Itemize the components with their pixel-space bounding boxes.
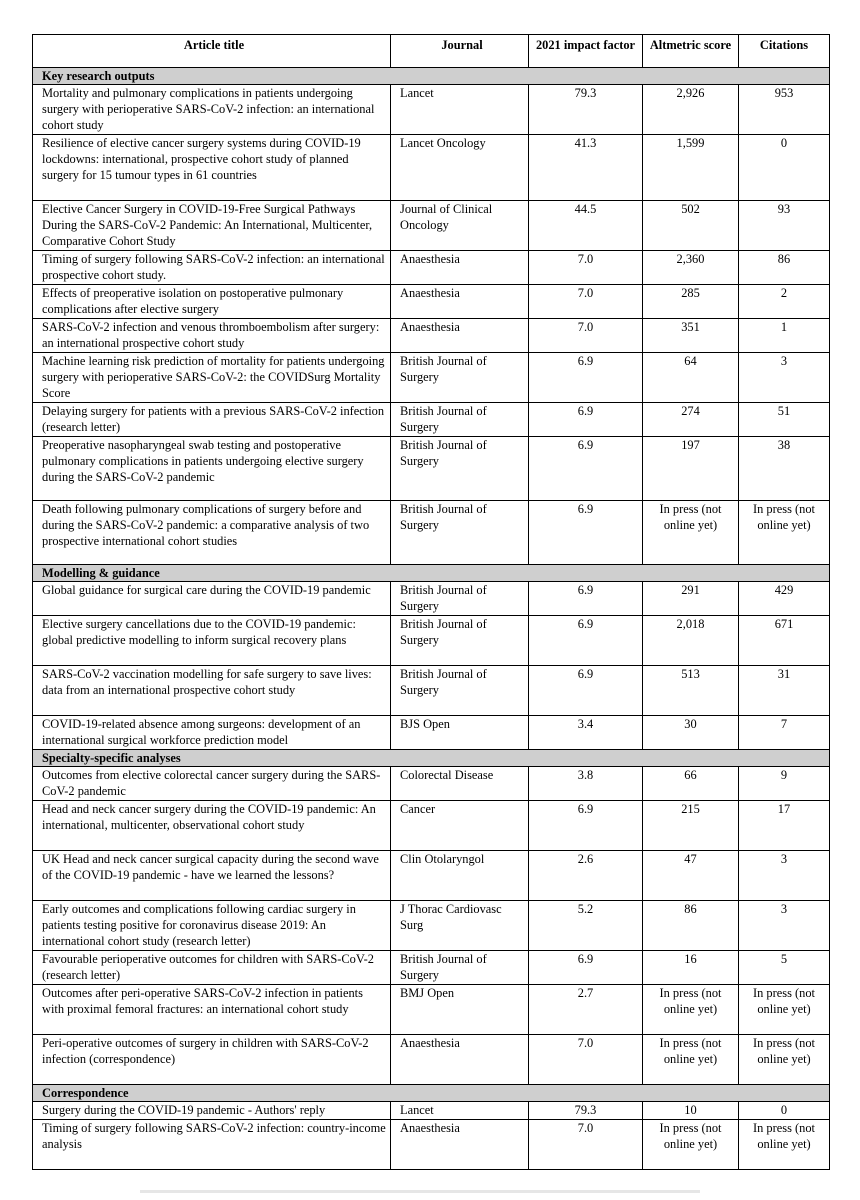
journal-cell: British Journal of Surgery bbox=[391, 501, 529, 565]
table-row bbox=[33, 1120, 830, 1170]
citations-cell: 429 bbox=[739, 582, 830, 616]
impact-factor-cell: 6.9 bbox=[529, 353, 643, 403]
table-row bbox=[33, 716, 830, 750]
table-row bbox=[33, 403, 830, 437]
table-row bbox=[33, 851, 830, 901]
article-title-cell: Elective surgery cancellations due to the COVID-19 pandemic: global predictive modelling to inform surgical recovery plans bbox=[33, 616, 391, 666]
impact-factor-cell: 6.9 bbox=[529, 801, 643, 851]
altmetric-cell: 285 bbox=[643, 285, 739, 319]
table-body bbox=[33, 68, 830, 1170]
article-title-cell: Outcomes after peri-operative SARS-CoV-2 infection in patients with proximal femoral fractures: an international cohort study bbox=[33, 985, 391, 1035]
article-title-cell: Preoperative nasopharyngeal swab testing and postoperative pulmonary complications in patients undergoing elective surgery during the SARS-CoV-2 pandemic bbox=[33, 437, 391, 501]
journal-cell: Anaesthesia bbox=[391, 285, 529, 319]
impact-factor-cell: 3.8 bbox=[529, 767, 643, 801]
header-altmetric: Altmetric score bbox=[643, 35, 739, 68]
journal-cell: Anaesthesia bbox=[391, 1035, 529, 1085]
impact-factor-cell: 6.9 bbox=[529, 501, 643, 565]
article-title-cell: Favourable perioperative outcomes for children with SARS-CoV-2 (research letter) bbox=[33, 951, 391, 985]
impact-factor-cell: 7.0 bbox=[529, 1035, 643, 1085]
table-row bbox=[33, 951, 830, 985]
table-row bbox=[33, 666, 830, 716]
journal-cell: J Thorac Cardiovasc Surg bbox=[391, 901, 529, 951]
impact-factor-cell: 6.9 bbox=[529, 951, 643, 985]
journal-cell: Colorectal Disease bbox=[391, 767, 529, 801]
citations-cell: 38 bbox=[739, 437, 830, 501]
article-title-cell: Early outcomes and complications following cardiac surgery in patients testing positive for coronavirus disease 2019: An international cohort study (research letter) bbox=[33, 901, 391, 951]
faint-footer-line bbox=[140, 1190, 700, 1193]
article-title-cell: Peri-operative outcomes of surgery in children with SARS-CoV-2 infection (correspondence) bbox=[33, 1035, 391, 1085]
article-title-cell: SARS-CoV-2 vaccination modelling for safe surgery to save lives: data from an international prospective cohort study bbox=[33, 666, 391, 716]
article-title-cell: Machine learning risk prediction of mortality for patients undergoing surgery with perioperative SARS-CoV-2: the COVIDSurg Mortality Score bbox=[33, 353, 391, 403]
citations-cell: 31 bbox=[739, 666, 830, 716]
header-journal: Journal bbox=[391, 35, 529, 68]
citations-cell: 86 bbox=[739, 251, 830, 285]
impact-factor-cell: 7.0 bbox=[529, 319, 643, 353]
article-title-cell: SARS-CoV-2 infection and venous thromboembolism after surgery: an international prospective cohort study bbox=[33, 319, 391, 353]
journal-cell: British Journal of Surgery bbox=[391, 582, 529, 616]
article-title-cell: Timing of surgery following SARS-CoV-2 infection: country-income analysis bbox=[33, 1120, 391, 1170]
citations-cell: 0 bbox=[739, 1102, 830, 1120]
citations-cell: 1 bbox=[739, 319, 830, 353]
table-row bbox=[33, 353, 830, 403]
journal-cell: Anaesthesia bbox=[391, 319, 529, 353]
impact-factor-cell: 2.6 bbox=[529, 851, 643, 901]
journal-cell: British Journal of Surgery bbox=[391, 353, 529, 403]
article-title-cell: Head and neck cancer surgery during the COVID-19 pandemic: An international, multicenter, observational cohort study bbox=[33, 801, 391, 851]
impact-factor-cell: 3.4 bbox=[529, 716, 643, 750]
article-title-cell: Surgery during the COVID-19 pandemic - Authors' reply bbox=[33, 1102, 391, 1120]
altmetric-cell: 66 bbox=[643, 767, 739, 801]
journal-cell: BJS Open bbox=[391, 716, 529, 750]
section-row bbox=[33, 68, 830, 85]
article-title-cell: Elective Cancer Surgery in COVID-19-Free Surgical Pathways During the SARS-CoV-2 Pandemic: An International, Multicenter, Comparative Cohort Study bbox=[33, 201, 391, 251]
citations-cell: 3 bbox=[739, 851, 830, 901]
citations-cell: In press (not online yet) bbox=[739, 501, 830, 565]
impact-factor-cell: 2.7 bbox=[529, 985, 643, 1035]
journal-cell: BMJ Open bbox=[391, 985, 529, 1035]
article-title-cell: UK Head and neck cancer surgical capacity during the second wave of the COVID-19 pandemic - have we learned the lessons? bbox=[33, 851, 391, 901]
article-title-cell: Resilience of elective cancer surgery systems during COVID-19 lockdowns: international, prospective cohort study of planned surgery for 15 tumour types in 61 countries bbox=[33, 135, 391, 201]
impact-factor-cell: 41.3 bbox=[529, 135, 643, 201]
citations-cell: 51 bbox=[739, 403, 830, 437]
table-row bbox=[33, 285, 830, 319]
citations-cell: 5 bbox=[739, 951, 830, 985]
impact-factor-cell: 6.9 bbox=[529, 582, 643, 616]
journal-cell: Lancet bbox=[391, 85, 529, 135]
header-article-title: Article title bbox=[33, 35, 391, 68]
citations-cell: 3 bbox=[739, 901, 830, 951]
article-title-cell: COVID-19-related absence among surgeons: development of an international surgical workforce prediction model bbox=[33, 716, 391, 750]
table-row bbox=[33, 1102, 830, 1120]
article-title-cell: Outcomes from elective colorectal cancer surgery during the SARS-CoV-2 pandemic bbox=[33, 767, 391, 801]
altmetric-cell: 2,018 bbox=[643, 616, 739, 666]
section-row bbox=[33, 750, 830, 767]
journal-cell: Lancet Oncology bbox=[391, 135, 529, 201]
altmetric-cell: 215 bbox=[643, 801, 739, 851]
section-heading: Correspondence bbox=[33, 1085, 830, 1102]
altmetric-cell: 10 bbox=[643, 1102, 739, 1120]
table-row bbox=[33, 201, 830, 251]
citations-cell: 3 bbox=[739, 353, 830, 403]
altmetric-cell: 197 bbox=[643, 437, 739, 501]
impact-factor-cell: 79.3 bbox=[529, 85, 643, 135]
altmetric-cell: 47 bbox=[643, 851, 739, 901]
journal-cell: British Journal of Surgery bbox=[391, 403, 529, 437]
article-title-cell: Delaying surgery for patients with a previous SARS-CoV-2 infection (research letter) bbox=[33, 403, 391, 437]
article-title-cell: Mortality and pulmonary complications in patients undergoing surgery with perioperative SARS-CoV-2 infection: an international cohort study bbox=[33, 85, 391, 135]
impact-factor-cell: 6.9 bbox=[529, 666, 643, 716]
citations-cell: In press (not online yet) bbox=[739, 1035, 830, 1085]
table-row bbox=[33, 767, 830, 801]
altmetric-cell: 2,360 bbox=[643, 251, 739, 285]
journal-cell: Anaesthesia bbox=[391, 1120, 529, 1170]
journal-cell: British Journal of Surgery bbox=[391, 951, 529, 985]
citations-cell: 671 bbox=[739, 616, 830, 666]
altmetric-cell: 351 bbox=[643, 319, 739, 353]
altmetric-cell: In press (not online yet) bbox=[643, 501, 739, 565]
altmetric-cell: In press (not online yet) bbox=[643, 1035, 739, 1085]
table-row bbox=[33, 135, 830, 201]
publications-table bbox=[32, 34, 830, 1170]
citations-cell: 2 bbox=[739, 285, 830, 319]
journal-cell: British Journal of Surgery bbox=[391, 616, 529, 666]
altmetric-cell: In press (not online yet) bbox=[643, 985, 739, 1035]
altmetric-cell: 513 bbox=[643, 666, 739, 716]
citations-cell: 9 bbox=[739, 767, 830, 801]
impact-factor-cell: 7.0 bbox=[529, 251, 643, 285]
journal-cell: Anaesthesia bbox=[391, 251, 529, 285]
altmetric-cell: 291 bbox=[643, 582, 739, 616]
header-citations: Citations bbox=[739, 35, 830, 68]
citations-cell: In press (not online yet) bbox=[739, 985, 830, 1035]
citations-cell: 93 bbox=[739, 201, 830, 251]
table-row bbox=[33, 501, 830, 565]
article-title-cell: Effects of preoperative isolation on postoperative pulmonary complications after elective surgery bbox=[33, 285, 391, 319]
altmetric-cell: 64 bbox=[643, 353, 739, 403]
citations-cell: 7 bbox=[739, 716, 830, 750]
header-row bbox=[33, 35, 830, 68]
impact-factor-cell: 44.5 bbox=[529, 201, 643, 251]
impact-factor-cell: 7.0 bbox=[529, 1120, 643, 1170]
altmetric-cell: 16 bbox=[643, 951, 739, 985]
altmetric-cell: In press (not online yet) bbox=[643, 1120, 739, 1170]
table-row bbox=[33, 1035, 830, 1085]
altmetric-cell: 274 bbox=[643, 403, 739, 437]
journal-cell: British Journal of Surgery bbox=[391, 437, 529, 501]
article-title-cell: Timing of surgery following SARS-CoV-2 infection: an international prospective cohort study. bbox=[33, 251, 391, 285]
journal-cell: Lancet bbox=[391, 1102, 529, 1120]
impact-factor-cell: 7.0 bbox=[529, 285, 643, 319]
table-row bbox=[33, 801, 830, 851]
table-row bbox=[33, 616, 830, 666]
impact-factor-cell: 5.2 bbox=[529, 901, 643, 951]
citations-cell: In press (not online yet) bbox=[739, 1120, 830, 1170]
citations-cell: 953 bbox=[739, 85, 830, 135]
section-heading: Key research outputs bbox=[33, 68, 830, 85]
citations-cell: 17 bbox=[739, 801, 830, 851]
altmetric-cell: 30 bbox=[643, 716, 739, 750]
table-row bbox=[33, 582, 830, 616]
header-impact-factor: 2021 impact factor bbox=[529, 35, 643, 68]
article-title-cell: Death following pulmonary complications of surgery before and during the SARS-CoV-2 pandemic: a comparative analysis of two prospective international cohort studies bbox=[33, 501, 391, 565]
journal-cell: Cancer bbox=[391, 801, 529, 851]
section-heading: Modelling & guidance bbox=[33, 565, 830, 582]
impact-factor-cell: 6.9 bbox=[529, 403, 643, 437]
section-row bbox=[33, 565, 830, 582]
journal-cell: Journal of Clinical Oncology bbox=[391, 201, 529, 251]
table-row bbox=[33, 985, 830, 1035]
altmetric-cell: 1,599 bbox=[643, 135, 739, 201]
journal-cell: Clin Otolaryngol bbox=[391, 851, 529, 901]
table-row bbox=[33, 319, 830, 353]
impact-factor-cell: 6.9 bbox=[529, 616, 643, 666]
impact-factor-cell: 6.9 bbox=[529, 437, 643, 501]
table-row bbox=[33, 85, 830, 135]
table-row bbox=[33, 437, 830, 501]
altmetric-cell: 502 bbox=[643, 201, 739, 251]
altmetric-cell: 86 bbox=[643, 901, 739, 951]
table-row bbox=[33, 901, 830, 951]
impact-factor-cell: 79.3 bbox=[529, 1102, 643, 1120]
table-row bbox=[33, 251, 830, 285]
citations-cell: 0 bbox=[739, 135, 830, 201]
publications-sheet bbox=[32, 34, 829, 1170]
section-heading: Specialty-specific analyses bbox=[33, 750, 830, 767]
altmetric-cell: 2,926 bbox=[643, 85, 739, 135]
section-row bbox=[33, 1085, 830, 1102]
article-title-cell: Global guidance for surgical care during the COVID-19 pandemic bbox=[33, 582, 391, 616]
journal-cell: British Journal of Surgery bbox=[391, 666, 529, 716]
